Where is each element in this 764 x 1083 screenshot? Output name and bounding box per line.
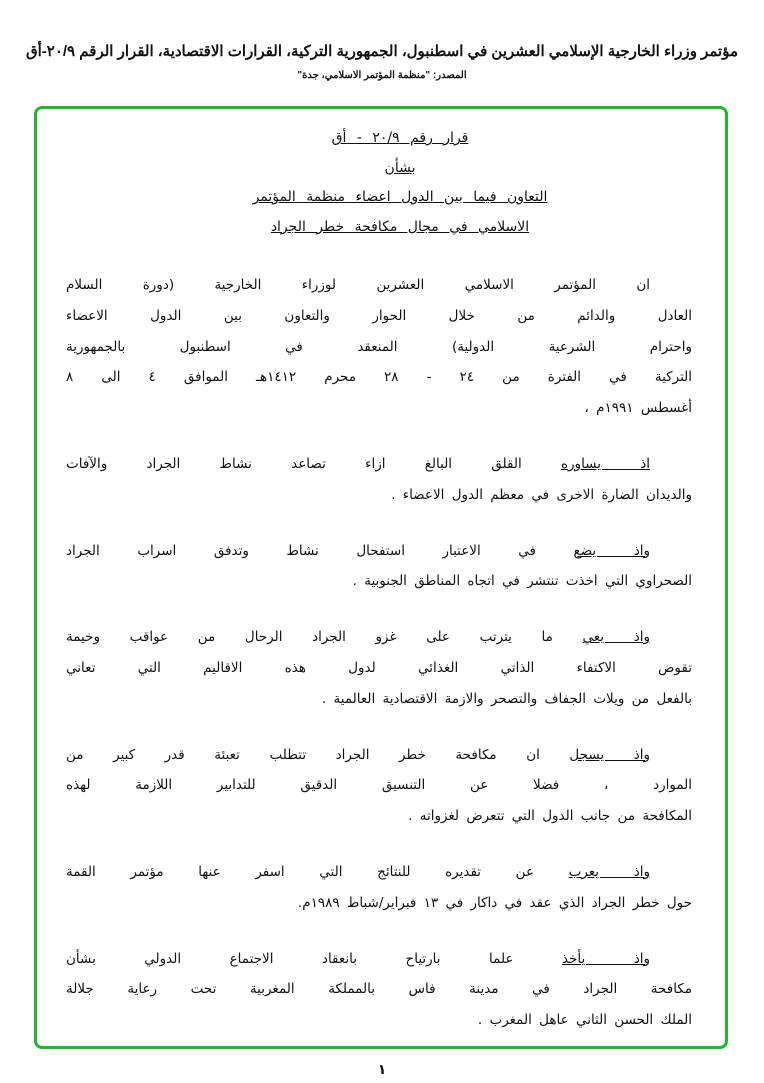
document-title: مؤتمر وزراء الخارجية الإسلامي العشرين في اسطنبول، الجمهورية التركية، القرارات الاقتصادية، القرار الرقم ٢٠/٩-أق [25, 43, 739, 60]
text-line [66, 770, 692, 801]
line-text: ان المؤتمر الاسلامي العشرين لوزراء الخارجية (دورة السلام [66, 277, 650, 293]
page-number: ١ [377, 1062, 387, 1078]
text-line [66, 301, 692, 332]
paragraph [66, 536, 692, 598]
line-text: القلق البالغ ازاء تصاعد نشاط الجراد والآفات [66, 455, 561, 472]
resolution-body [66, 270, 692, 1061]
text-line [66, 332, 692, 363]
paragraph [66, 622, 692, 714]
paragraph [66, 270, 692, 424]
text-line [66, 740, 692, 771]
line-text: الموارد ، فضلا عن التنسيق الدقيق للتدابير اللازمة لهذه [66, 777, 692, 794]
paragraph-lead: واذ يأخذ [561, 950, 650, 967]
text-line [66, 622, 692, 653]
line-text: المكافحة من جانب الدول التي تتعرض لغزواته . [408, 808, 692, 825]
paragraph [66, 449, 692, 511]
line-text: أغسطس ١٩٩١م ، [584, 400, 692, 417]
text-line [66, 270, 692, 301]
regarding-label: بشأن [384, 159, 416, 176]
text-line [66, 362, 692, 393]
text-line [66, 684, 692, 715]
text-line [66, 974, 692, 1005]
line-text: ما يترتب على غزو الجراد الرحال من عواقب وخيمة [66, 629, 583, 646]
line-text: في الاعتبار استفحال نشاط وتدفق اسراب الجراد [66, 542, 574, 559]
line-text: عن تقديره للنتائج التي اسفر عنها مؤتمر القمة [66, 863, 569, 880]
resolution-number: قرار رقم ٢٠/٩ - أق [331, 130, 469, 146]
paragraph-lead: واذ يعرب [568, 863, 650, 880]
text-line [66, 944, 692, 975]
text-line [66, 566, 692, 597]
paragraph-lead: واذ يسجل [569, 746, 650, 763]
resolution-heading [150, 124, 650, 242]
line-text: تقوض الاكتفاء الذاتي الغذائي لدول هذه الاقاليم التي تعاني [66, 659, 692, 676]
text-line [66, 1005, 692, 1036]
paragraph-lead: واذ يضع [573, 542, 650, 559]
text-line [66, 857, 692, 888]
line-text: واحترام الشرعية الدولية) المنعقد في اسطنبول بالجمهورية [66, 338, 692, 355]
text-line [66, 888, 692, 919]
text-line [66, 653, 692, 684]
line-text: العادل والدائم من خلال الحوار والتعاون بين الدول الاعضاء [66, 307, 692, 324]
paragraph [66, 944, 692, 1036]
paragraph-lead: واذ يعي [582, 629, 650, 646]
text-line [66, 801, 692, 832]
line-text: والديدان الضارة الاخرى في معظم الدول الاعضاء . [391, 486, 692, 503]
line-text: مكافحة الجراد في مدينة فاس بالمملكة المغربية تحت رعاية جلالة [66, 981, 692, 998]
text-line [66, 480, 692, 511]
line-text: الملك الحسن الثاني عاهل المغرب . [477, 1012, 692, 1029]
line-text: بالفعل من ويلات الجفاف والتصحر والازمة الاقتصادية العالمية . [321, 690, 692, 707]
text-line [66, 393, 692, 424]
paragraph-lead: اذ يساوره [560, 455, 650, 472]
subject-line-2: الاسلامي في مجال مكافحة خطر الجراد [270, 218, 530, 235]
line-text: التركية في الفترة من ٢٤ - ٢٨ محرم ١٤١٢هـ الموافق ٤ الى ٨ [66, 369, 692, 386]
subject-line-1: التعاون فيما بين الدول اعضاء منظمة المؤتمر [252, 189, 548, 205]
line-text: علما بارتياح بانعقاد الاجتماع الدولي بشأن [66, 950, 562, 967]
paragraph [66, 857, 692, 919]
text-line [66, 449, 692, 480]
text-line [66, 536, 692, 567]
line-text: الصحراوي التي اخذت تنتشر في اتجاه المناطق الجنوبية . [352, 573, 692, 590]
line-text: حول خطر الجراد الذي عقد في داكار في ١٣ فبراير/شباط ١٩٨٩م. [297, 894, 692, 911]
paragraph [66, 740, 692, 832]
document-source: المصدر: "منظمة المؤتمر الاسلامي، جدة" [297, 70, 467, 81]
line-text: ان مكافحة خطر الجراد تتطلب تعبئة قدر كبير من [66, 746, 570, 763]
